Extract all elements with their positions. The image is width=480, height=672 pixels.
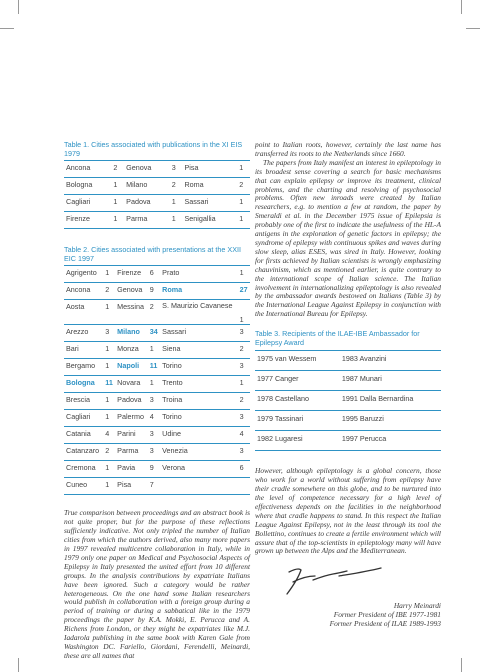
table-row — [64, 342, 250, 359]
count-cell: 9 — [147, 283, 160, 300]
count-cell-highlight: 11 — [147, 359, 160, 376]
right-body-paragraph-3: However, although epileptology is a global concern, those who work for a world without suffering from epilepsy have their cradle somewhere on this globe, and to be nurtured into the level of competence necessary for a high level of effectiveness depends on the facilities in the neighborhood where that cradle happens to stand. In this respect the Italian League Against Epilepsy, not in the least through its tool the Bollettino, continues to create a fertile environment which will assure that of the top-scientists in epileptology many will have grown up between the Alps and the Mediterranean. — [255, 466, 441, 556]
city-cell: Sassari — [182, 195, 236, 212]
signature-title-ibe: Former President of IBE 1977-1981 — [333, 610, 441, 620]
award-cell: 1991 Dalla Bernardina — [340, 391, 441, 411]
city-cell: Brescia — [64, 393, 102, 410]
table1-cities-1979 — [64, 160, 250, 229]
award-cell: 1987 Munari — [340, 371, 441, 391]
award-cell: 1979 Tassinari — [255, 411, 340, 431]
table-row — [64, 410, 250, 427]
count-cell: 1 — [102, 342, 115, 359]
count-cell: 2 — [237, 393, 250, 410]
table2-caption: Table 2. Cities associated with presentations at the XXII EIC 1997 — [64, 245, 241, 263]
count-cell-highlight: 34 — [147, 325, 160, 342]
count-cell: 3 — [237, 359, 250, 376]
crop-mark — [461, 658, 462, 672]
table-row — [64, 376, 250, 393]
count-cell-highlight: 11 — [102, 376, 115, 393]
city-cell: Genova — [115, 283, 147, 300]
crop-mark — [461, 0, 462, 14]
crop-mark — [18, 0, 19, 14]
count-cell: 4 — [102, 427, 115, 444]
count-cell: 3 — [147, 427, 160, 444]
table-row — [64, 300, 250, 325]
count-cell: 1 — [236, 195, 250, 212]
count-cell: 3 — [237, 444, 250, 461]
count-cell: 3 — [169, 161, 183, 178]
table-row — [255, 351, 441, 371]
city-cell: Firenze — [115, 266, 147, 283]
city-cell: Pisa — [182, 161, 236, 178]
city-cell: Agrigento — [64, 266, 102, 283]
table-row — [64, 161, 250, 178]
table-row — [64, 195, 250, 212]
city-cell: Verona — [160, 461, 236, 478]
signature-name: Harry Meinardi — [393, 601, 441, 611]
city-cell: Troina — [160, 393, 236, 410]
city-cell: Bari — [64, 342, 102, 359]
count-cell: 2 — [236, 178, 250, 195]
count-cell: 3 — [147, 393, 160, 410]
city-cell: Parini — [115, 427, 147, 444]
award-cell: 1983 Avanzini — [340, 351, 441, 371]
count-cell: 3 — [102, 325, 115, 342]
city-cell: Pisa — [115, 478, 147, 495]
award-cell: 1978 Castellano — [255, 391, 340, 411]
count-cell: 1 — [110, 195, 124, 212]
crop-mark — [18, 658, 19, 672]
count-cell: 1 — [237, 266, 250, 283]
count-cell: 4 — [237, 427, 250, 444]
count-cell: 1 — [102, 359, 115, 376]
count-cell: 4 — [147, 410, 160, 427]
city-cell: Torino — [160, 410, 236, 427]
count-cell: 1 — [102, 410, 115, 427]
table-row — [64, 283, 250, 300]
city-cell: Parma — [124, 212, 169, 229]
right-body-paragraph-2: The papers from Italy manifest an interest in epileptology in its broadest sense covering a search for basic mechanisms that can explain epilepsy or improve its treatment, clinical problems, and the charting and resolving of psychosocial problems. Often new inroads were created by Italian researchers, e.g. to mention a few at random, the paper by Smeraldi et al. in the December 1975 issue of Epilepsia is probably one of the first to indicate the usefulness of the HL-A antigens in the exploration of genetic factors in epilepsy; the syndrome of epilepsy with continuous spikes and waves during slow sleep, alias ESES, was sired in Italy. However, looking for firsts achieved by Italian scientists is wrongly emphasizing chauvinism, which as mentioned earlier, is quite contrary to the international scope of Italian science. The Italian involvement in internationalizing epileptology is also revealed by the ambassador awards bestowed on Italians (Table 3) by the International League Against Epilepsy in conjunction with the International Bureau for Epilepsy. — [255, 157, 441, 319]
count-cell: 6 — [237, 461, 250, 478]
count-cell: 1 — [147, 342, 160, 359]
count-cell: 1 — [102, 266, 115, 283]
city-cell: Cremona — [64, 461, 102, 478]
count-cell: 3 — [237, 325, 250, 342]
count-cell: 1 — [102, 300, 115, 325]
table-row — [64, 325, 250, 342]
city-cell: Padova — [115, 393, 147, 410]
city-cell: Arezzo — [64, 325, 102, 342]
count-cell-highlight: 27 — [237, 283, 250, 300]
city-cell: Genova — [124, 161, 169, 178]
signature-title-ilae: Former President of ILAE 1989-1993 — [329, 619, 441, 629]
city-cell: Sassari — [160, 325, 236, 342]
crop-mark — [466, 28, 480, 29]
award-cell: 1995 Baruzzi — [340, 411, 441, 431]
count-cell: 2 — [102, 283, 115, 300]
city-cell: Udine — [160, 427, 236, 444]
table-row — [64, 444, 250, 461]
count-cell: 7 — [147, 478, 160, 495]
city-cell: Milano — [124, 178, 169, 195]
count-cell: 3 — [147, 444, 160, 461]
right-body-paragraph-1: point to Italian roots, however, certainly the last name has transferred its roots to the Netherlands since 1660. — [255, 140, 441, 158]
count-cell: 1 — [110, 178, 124, 195]
city-cell: Bergamo — [64, 359, 102, 376]
table-row — [64, 461, 250, 478]
count-cell: 1 — [236, 212, 250, 229]
count-cell: 2 — [110, 161, 124, 178]
table-row — [255, 391, 441, 411]
city-cell: Novara — [115, 376, 147, 393]
city-cell: Torino — [160, 359, 236, 376]
city-cell: Catanzaro — [64, 444, 102, 461]
count-cell: 1 — [237, 300, 250, 325]
table-row — [64, 478, 250, 495]
city-cell: Senigallia — [182, 212, 236, 229]
signature-block — [255, 562, 441, 602]
city-cell: S. Maurizio Cavanese — [160, 300, 236, 325]
count-cell: 1 — [147, 376, 160, 393]
city-cell: Ancona — [64, 283, 102, 300]
count-cell: 1 — [102, 393, 115, 410]
table-row — [255, 411, 441, 431]
table-row — [64, 393, 250, 410]
count-cell: 9 — [147, 461, 160, 478]
count-cell: 2 — [169, 178, 183, 195]
table3-ambassador-awards — [255, 350, 441, 451]
city-cell: Venezia — [160, 444, 236, 461]
city-cell-highlight: Milano — [115, 325, 147, 342]
handwritten-signature — [269, 562, 399, 600]
city-cell: Monza — [115, 342, 147, 359]
crop-mark — [0, 28, 14, 29]
left-body-paragraph: True comparison between proceedings and an abstract book is not quite proper, but for the purpose of these reflections sufficiently indicative. Not only tripled the number of Italian cities from which the authors derived, also many more papers in 1997 revealed multicentre collaboration in Italy, while in 1979 only one paper on Medical and Psychosocial Aspects of Epilepsy in Italy presented the united effort from 10 different groups. In the analysis contributions by expatriate Italians have been ignored. Such a category would be rather heterogeneous. On the one hand some Italian researchers would publish in collaboration with a foreign group during a period of training or during a sabbatical like in the 1979 proceedings the paper by K.A. Mokki, E. Perucca and A. Richens from London, or they might be expatriates like M.J. Iadarola publishing in the same book with Karen Gale from Washington DC. Fariello, Giordani, Ferendelli, Meinardi, these are all names that — [64, 508, 250, 660]
award-cell: 1975 van Wessem — [255, 351, 340, 371]
table-row — [64, 359, 250, 376]
table-row — [64, 266, 250, 283]
right-column — [255, 141, 441, 629]
city-cell: Catania — [64, 427, 102, 444]
count-cell: 1 — [236, 161, 250, 178]
city-cell: Trento — [160, 376, 236, 393]
table-row — [64, 178, 250, 195]
count-cell: 6 — [147, 266, 160, 283]
count-cell: 1 — [169, 212, 183, 229]
city-cell-highlight: Roma — [160, 283, 236, 300]
city-cell-highlight: Bologna — [64, 376, 102, 393]
count-cell: 1 — [110, 212, 124, 229]
city-cell: Padova — [124, 195, 169, 212]
table3-caption: Table 3. Recipients of the ILAE-IBE Ambassador for Epilepsy Award — [255, 329, 420, 347]
count-cell: 1 — [102, 478, 115, 495]
count-cell: 2 — [237, 342, 250, 359]
city-cell: Firenze — [64, 212, 110, 229]
city-cell: Bologna — [64, 178, 110, 195]
table-row — [255, 431, 441, 451]
count-cell — [237, 478, 250, 495]
left-column — [64, 141, 250, 661]
city-cell: Parma — [115, 444, 147, 461]
table1-caption: Table 1. Cities associated with publications in the XI EIS 1979 — [64, 140, 243, 158]
city-cell-highlight: Napoli — [115, 359, 147, 376]
table2-cities-1997 — [64, 265, 250, 495]
city-cell: Palermo — [115, 410, 147, 427]
table-row — [64, 427, 250, 444]
city-cell: Aosta — [64, 300, 102, 325]
table-row — [255, 371, 441, 391]
city-cell: Cagliari — [64, 195, 110, 212]
count-cell: 2 — [147, 300, 160, 325]
city-cell: Pavia — [115, 461, 147, 478]
city-cell: Cuneo — [64, 478, 102, 495]
table-row — [64, 212, 250, 229]
city-cell: Siena — [160, 342, 236, 359]
city-cell: Messina — [115, 300, 147, 325]
award-cell: 1977 Canger — [255, 371, 340, 391]
city-cell: Ancona — [64, 161, 110, 178]
count-cell: 1 — [102, 461, 115, 478]
count-cell: 1 — [169, 195, 183, 212]
city-cell — [160, 478, 236, 495]
city-cell: Roma — [182, 178, 236, 195]
city-cell: Prato — [160, 266, 236, 283]
count-cell: 2 — [102, 444, 115, 461]
award-cell: 1982 Lugaresi — [255, 431, 340, 451]
count-cell: 1 — [237, 376, 250, 393]
award-cell: 1997 Perucca — [340, 431, 441, 451]
count-cell: 3 — [237, 410, 250, 427]
city-cell: Cagliari — [64, 410, 102, 427]
